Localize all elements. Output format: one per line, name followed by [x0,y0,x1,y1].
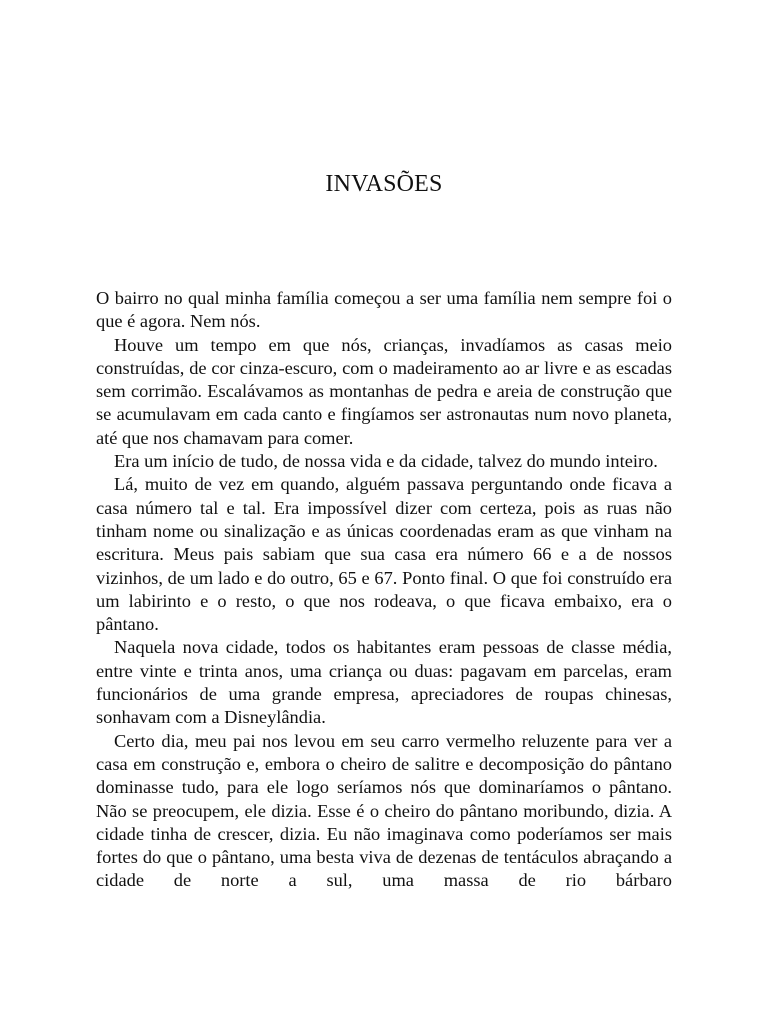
paragraph-4: Lá, muito de vez em quando, alguém passava perguntando onde ficava a casa número tal e tal. Era impossível dizer com certeza, pois as ruas não tinham nome ou sinalização e as únicas coordenadas eram as que vinham na escritura. Meus pais sabiam que sua casa era número 66 e a de nossos vizinhos, de um lado e do outro, 65 e 67. Ponto final. O que foi construído era um labirinto e o resto, o que nos rodeava, o que ficava embaixo, era o pântano. [96,474,672,635]
paragraph-2: Houve um tempo em que nós, crianças, invadíamos as casas meio construídas, de cor cinza-escuro, com o madeiramento ao ar livre e as escadas sem corrimão. Escalávamos as montanhas de pedra e areia de construção que se acumulavam em cada canto e fingíamos ser astronautas num novo planeta, até que nos chamavam para comer. [96,334,672,448]
paragraph-5: Naquela nova cidade, todos os habitantes eram pessoas de classe média, entre vinte e trinta anos, uma criança ou duas: pagavam em parcelas, eram funcionários de uma grande empresa, apreciadores de roupas chinesas, sonhavam com a Disneylândia. [96,637,672,728]
chapter-body [96,287,672,893]
paragraph-3: Era um início de tudo, de nossa vida e da cidade, talvez do mundo inteiro. [114,451,658,472]
paragraph-1: O bairro no qual minha família começou a ser uma família nem sempre foi o que é agora. Nem nós. [96,288,672,332]
paragraph-6: Certo dia, meu pai nos levou em seu carro vermelho reluzente para ver a casa em construção e, embora o cheiro de salitre e decomposição do pântano dominasse tudo, para ele logo seríamos nós que dominaríamos o pântano. Não se preocupem, ele dizia. Esse é o cheiro do pântano moribundo, dizia. A cidade tinha de crescer, dizia. Eu não imaginava como poderíamos ser mais fortes do que o pântano, uma besta viva de dezenas de tentáculos abraçando a cidade de norte a sul, uma massa de rio bárbaro [96,730,672,891]
chapter-title: INVASÕES [325,171,443,197]
